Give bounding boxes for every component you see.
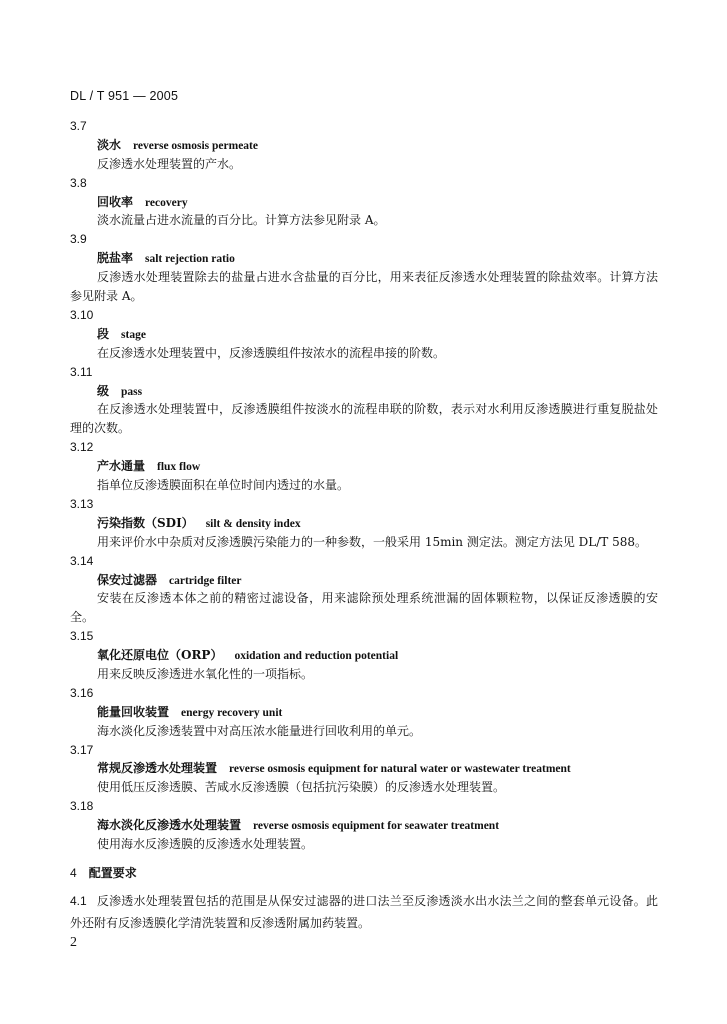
term-english: salt rejection ratio [145,253,235,266]
clause-number: 3.9 [70,232,87,247]
term-line [70,571,658,590]
document-body [70,117,658,934]
definitions-list [70,117,658,854]
term-line [70,382,658,401]
term-english: oxidation and reduction potential [234,650,399,663]
term-chinese: 海水淡化反渗透水处理装置 [97,818,242,833]
definition-entry [70,117,658,174]
term-line [70,193,658,212]
term-chinese: 能量回收装置 [97,704,170,719]
term-chinese: 回收率 [97,194,134,209]
term-line [70,457,658,476]
clause-number: 3.7 [70,119,87,133]
clause-number: 3.14 [70,553,94,568]
term-chinese: 产水通量 [97,459,146,474]
definition-entry [70,741,658,798]
definition-entry [70,363,658,439]
term-line [70,816,658,835]
term-chinese: 污染指数（SDI） [97,515,194,530]
definition-entry [70,174,658,231]
term-line [70,703,658,722]
term-chinese: 保安过滤器 [97,572,158,587]
standard-number-header: DL / T 951 — 2005 [70,89,179,103]
term-line [70,325,658,344]
term-english: recovery [145,196,188,209]
definition-entry [70,495,658,552]
term-line [70,136,658,155]
term-line [70,249,658,268]
definition-entry [70,627,658,684]
definition-text: 指单位反渗透膜面积在单位时间内透过的水量。 [97,478,350,493]
term-english: reverse osmosis permeate [133,139,258,152]
section-heading [70,864,658,883]
definition-text: 用来评价水中杂质对反渗透膜污染能力的一种参数，一般采用 15min 测定法。测定方法见 DL/T 588。 [97,534,648,549]
definition-text: 使用低压反渗透膜、苦咸水反渗透膜（包括抗污染膜）的反渗透水处理装置。 [97,780,506,795]
definition-text: 反渗透水处理装置的产水。 [97,156,242,171]
definition-text: 海水淡化反渗透装置中对高压浓水能量进行回收利用的单元。 [97,723,422,738]
term-english: cartridge filter [169,574,242,587]
term-chinese: 淡水 [97,137,122,152]
term-chinese: 脱盐率 [97,251,134,266]
term-chinese: 常规反渗透水处理装置 [97,761,218,776]
clause-number: 3.13 [70,496,94,511]
term-chinese: 级 [97,383,110,398]
term-english: silt & density index [205,517,301,530]
term-english: reverse osmosis equipment for seawater treatment [253,820,500,833]
clause-number: 3.11 [70,364,93,379]
term-english: reverse osmosis equipment for natural water or wastewater treatment [229,763,571,776]
definition-text: 使用海水反渗透膜的反渗透水处理装置。 [97,837,314,852]
term-chinese: 段 [97,326,110,341]
definition-text: 淡水流量占进水流量的百分比。计算方法参见附录 A。 [97,213,386,228]
term-english: flux flow [157,461,201,474]
term-line [70,759,658,778]
definition-text: 在反渗透水处理装置中，反渗透膜组件按浓水的流程串接的阶数。 [97,345,446,360]
term-line [70,514,658,533]
clause-text: 反渗透水处理装置包括的范围是从保安过滤器的进口法兰至反渗透淡水出水法兰之间的整套单元设备。此外还附有反渗透膜化学清洗装置和反渗透附属加药装置。 [70,893,658,930]
term-english: pass [121,385,143,398]
section-title: 配置要求 [88,865,137,880]
clause-number: 3.16 [70,685,94,700]
definition-text: 安装在反渗透本体之前的精密过滤设备，用来滤除预处理系统泄漏的固体颗粒物，以保证反渗透膜的安全。 [70,591,658,625]
clause-number: 3.10 [70,307,94,322]
definition-text: 反渗透水处理装置除去的盐量占进水含盐量的百分比，用来表征反渗透水处理装置的除盐效率。计算方法参见附录 A。 [70,270,658,304]
clause-number: 3.12 [70,440,94,455]
clause-number: 3.17 [70,742,94,757]
page-number: 2 [70,935,77,950]
clause-4-1 [70,890,658,934]
term-chinese: 氧化还原电位（ORP） [97,648,223,663]
definition-entry [70,438,658,495]
clause-number: 3.15 [70,629,94,644]
section-number: 4 [70,865,77,880]
clause-number: 3.18 [70,799,94,814]
definition-entry [70,552,658,628]
definition-entry [70,306,658,363]
term-line [70,646,658,665]
definition-entry [70,230,658,306]
definition-text: 在反渗透水处理装置中，反渗透膜组件按淡水的流程串联的阶数，表示对水利用反渗透膜进行重复脱盐处理的次数。 [70,402,658,436]
term-english: stage [121,328,146,341]
clause-number: 4.1 [70,893,87,908]
term-english: energy recovery unit [181,706,283,719]
clause-number: 3.8 [70,175,87,190]
definition-entry [70,684,658,741]
definition-entry [70,797,658,854]
definition-text: 用来反映反渗透进水氧化性的一项指标。 [97,667,314,681]
